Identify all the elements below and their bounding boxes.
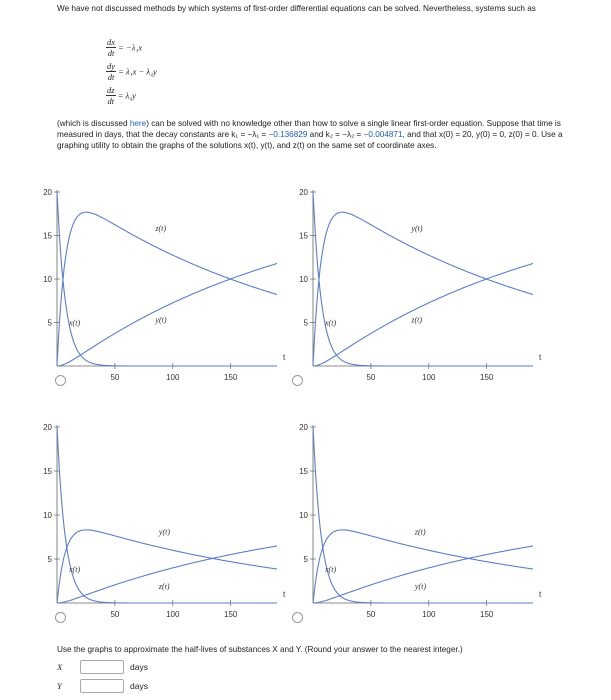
series-x-line [313,427,533,603]
label-x: x(t) [69,318,81,328]
y-tick-label: 20 [299,188,308,197]
x-tick-label: 50 [366,610,376,619]
problem-paragraph: (which is discussed here) can be solved with no knowledge other than how to solve a single linear first-order equation. Suppose that time is measured in days, that the decay constants are k₁ = −λ₁ = −0.136829 and k₂ = −λ₂ = −0.004871, and that x(0) = 20, y(0) = 0, z(0) = 0. Use a graphing utility to obtain the graphs of the solutions x(t), y(t), and z(t) on the same set of coordinate axes. [57,119,563,150]
label-rising: z(t) [158,581,170,591]
label-rising: y(t) [155,315,167,325]
x-axis-label: t [539,590,542,599]
x-tick-label: 100 [422,373,436,382]
equation-dz: $\frac{dz}{dt}$ = λ₂y [107,85,136,106]
y-tick-label: 20 [43,423,52,432]
series-rising-line [57,264,277,367]
label-rising: z(t) [411,315,423,325]
x-tick-label: 50 [110,610,120,619]
y-tick-label: 20 [43,188,52,197]
x-axis-label: t [283,353,286,362]
label-x: x(t) [69,565,81,575]
series-rising-line [313,264,533,367]
intro-text: We have not discussed methods by which systems of first-order differential equations can be solved. Nevertheless, systems such as [57,4,536,13]
y-tick-label: 10 [299,511,308,520]
label-x: x(t) [325,318,337,328]
y-tick-label: 15 [43,467,52,476]
x-tick-label: 150 [480,610,494,619]
x-tick-label: 150 [480,373,494,382]
answer-y-input[interactable] [80,679,124,693]
series-peak-line [57,530,277,603]
y-tick-label: 15 [43,231,52,241]
equation-dx: $\frac{dx}{dt}$ = −λ₁x [107,37,143,58]
x-tick-label: 150 [224,610,238,619]
y-tick-label: 5 [303,555,308,564]
series-x-line [313,192,533,366]
x-tick-label: 150 [224,373,238,382]
answer-y-unit: days [130,681,148,691]
question-text: Use the graphs to approximate the half-lives of substances X and Y. (Round your answer to the nearest integer.) [57,645,463,654]
x-tick-label: 50 [110,373,120,382]
label-peak: z(t) [414,527,426,537]
y-tick-label: 5 [303,318,308,328]
chart-option-d [280,417,542,627]
series-rising-line [57,546,277,603]
y-tick-label: 10 [43,275,52,284]
series-peak-line [57,212,277,366]
here-link[interactable]: here [129,119,147,128]
y-tick-label: 10 [43,511,52,520]
series-peak-line [313,530,533,603]
y-tick-label: 15 [299,231,308,241]
y-tick-label: 15 [299,467,308,476]
series-x-line [57,427,277,603]
chart-option-c [40,417,286,627]
answer-y-label: Y [57,681,62,691]
x-axis-label: t [283,590,286,599]
x-tick-label: 100 [166,610,180,619]
y-tick-label: 10 [299,275,308,284]
equation-dy: $\frac{dy}{dt}$ = λ₁x − λ₂y [107,61,157,82]
answer-row-x [57,662,79,672]
x-tick-label: 100 [422,610,436,619]
x-tick-label: 50 [366,373,376,382]
chart-option-a [40,180,286,390]
answer-x-unit: days [130,662,148,672]
label-peak: z(t) [155,224,167,234]
answer-x-label: X [57,662,63,672]
series-rising-line [313,546,533,603]
label-peak: y(t) [158,527,171,537]
x-axis-label: t [539,353,542,362]
answer-row-y [57,681,79,691]
x-tick-label: 100 [166,373,180,382]
answer-x-input[interactable] [80,660,124,674]
y-tick-label: 20 [299,423,308,432]
y-tick-label: 5 [47,555,52,564]
y-tick-label: 5 [47,318,52,328]
series-peak-line [313,212,533,366]
label-x: x(t) [325,565,337,575]
label-peak: y(t) [411,224,423,234]
chart-option-b [280,180,542,390]
label-rising: y(t) [414,581,427,591]
series-x-line [57,192,277,366]
